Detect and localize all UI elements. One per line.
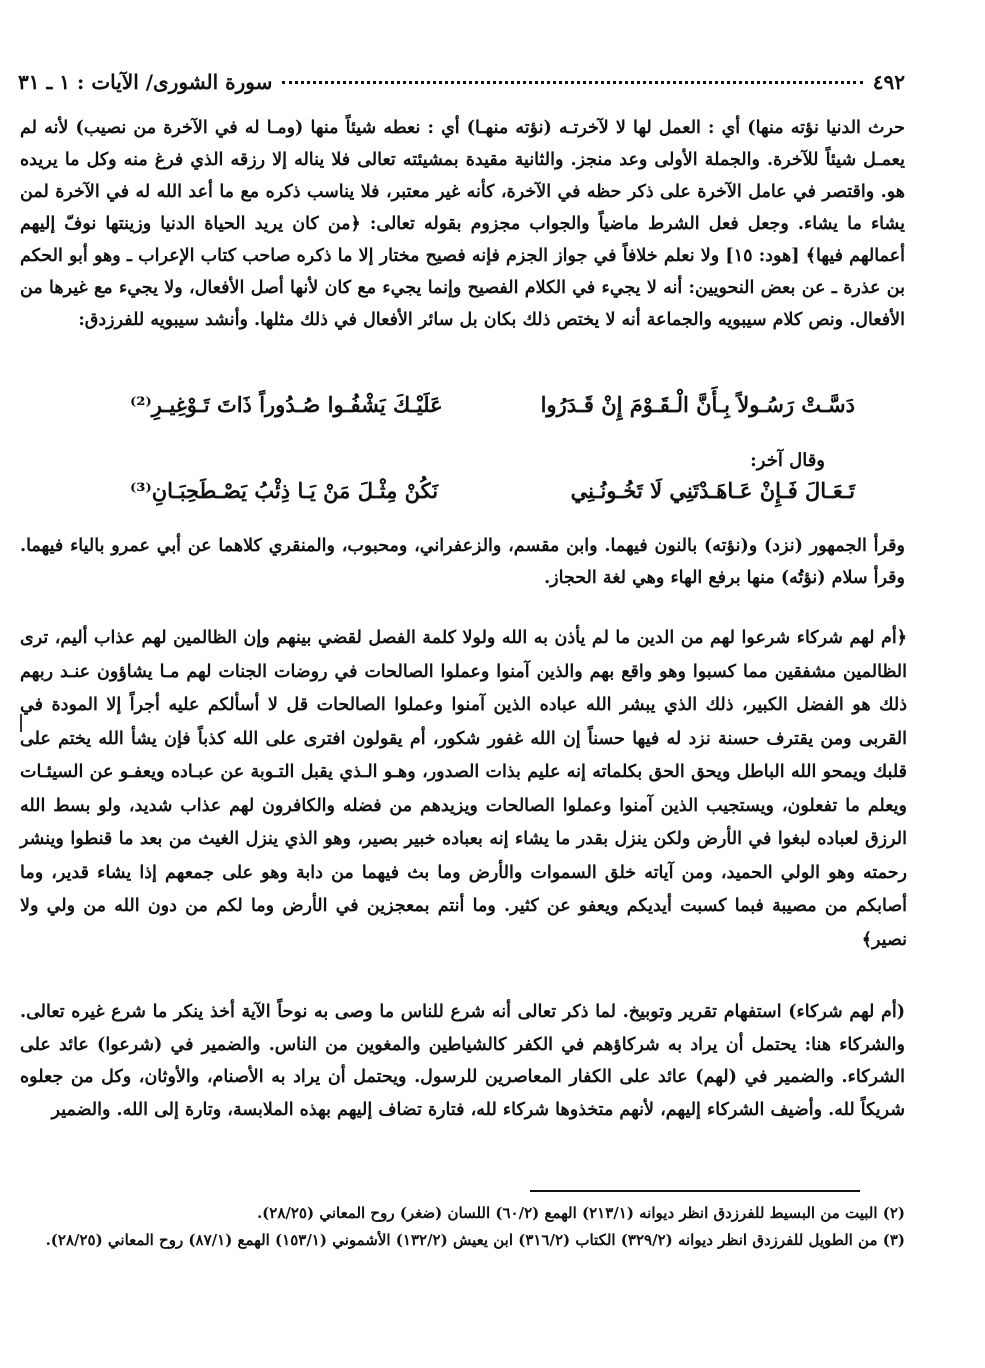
poetry-verse-2: [130, 478, 855, 503]
quran-verses-block: ﴿أم لهم شركاء شرعوا لهم من الدين ما لم يأذن به الله ولولا كلمة الفصل لقضي بينهم وإن الظالمين لهم عذاب أليم، ترى الظالمين مشفقين مما كسبوا وهو واقع بهم والذين آمنوا وعملوا الصالحات في روضات الجنات لهم مـا يشاؤون عنـد ربهم ذلك هو الفضل الكبير، ذلك الذي يبشر الله عباده الذين آمنوا وعملوا الصالحات قل لا أسألكم عليه أجراً إلا المودة في القربى ومن يقترف حسنة نزد له فيها حسناً إن الله غفور شكور، أم يقولون افترى على الله كذباً فإن يشأ الله يختم على قلبك ويمحو الله الباطل ويحق الحق بكلماته إنه عليم بذات الصدور، وهـو الـذي يقبل التـوبة عن عبـاده ويعفـو عن السيئـات ويعلم ما تفعلون، ويستجيب الذين آمنوا وعملوا الصالحات ويزيدهم من فضله والكافرون لهم عذاب شديد، ولو بسط الله الرزق لعباده لبغوا في الأرض ولكن ينزل بقدر ما يشاء إنه بعباده خبير بصير، وهو الذي ينزل الغيث من بعد ما قنطوا وينشر رحمته وهو الولي الحميد، ومن آياته خلق السموات والأرض وما بث فيهما من دابة وهو على جمعهم إذا يشاء قدير، وما أصابكم من مصيبة فبما كسبت أيديكم ويعفو عن كثير. وما أنتم بمعجزين في الأرض وما لكم من دون الله من ولي ولا نصير﴾: [20, 628, 907, 950]
footnote-separator: [530, 1190, 860, 1192]
readings-paragraph: وقرأ الجمهور (نزد) و(نؤته) بالنون فيهما. وابن مقسم، والزعفراني، ومحبوب، والمنقري كلاهما عن أبي عمرو بالياء فيهما. وقرأ سلام (نؤتُه) منها برفع الهاء وهي لغة الحجاز.: [20, 536, 905, 588]
verse-1-second-hemistich: عَلَيْـكَ يَشْفُـوا صُـدُوراً ذَاتَ تَـوْغِيـرِ⁽²⁾: [130, 392, 443, 417]
footnote-2: (٢) البيت من البسيط للفرزدق انظر ديوانه (٢١٣/١) الهمع (٦٠/٢) اللسان (ضغر) روح المعاني (٢٨/٢٥).: [256, 1204, 905, 1222]
verse-2-second-hemistich: نَكُنْ مِثْـلَ مَنْ يَـا ذِئْبُ يَصْـطَحِبَـانِ⁽³⁾: [130, 478, 439, 503]
commentary-paragraph-1: حرث الدنيا نؤته منها) أي : العمل لها لا لآخرتـه (نؤته منهـا) أي : نعطه شيئاً منها (ومـا له في الآخرة من نصيب) لأنه لم يعمـل شيئاً للآخرة. والجملة الأولى وعد منجز. والثانية مقيدة بمشيئته تعالى فلا يناله إلا رزقه الذي فرغ منه وكل ما يريده هو. واقتصر في عامل الآخرة على ذكر حظه في الآخرة، كأنه غير معتبر، فلا يناسب ذكره مع ما أعد الله له في الآخرة لمن يشاء ما يشاء. وجعل فعل الشرط ماضياً والجواب مجزوم بقوله تعالى: ﴿من كان يريد الحياة الدنيا وزينتها نوفّ إليهم أعمالهم فيها﴾ [هود: ١٥] ولا نعلم خلافاً في جواز الجزم فإنه فصيح مختار إلا ما ذكره صاحب كتاب الإعراب ـ وهو أبو الحكم بن عذرة ـ عن بعض النحويين: أنه لا يجيء في الكلام الفصيح وإنما يجيء مع كان لأنها أصل الأفعال، ولا يجيء مع غيرها من الأفعال. ونص كلام سيبويه والجماعة أنه لا يختص ذلك بكان بل سائر الأفعال في ذلك مثلها. وأنشد سيبويه للفرزدق:: [20, 118, 905, 330]
verse-1-first-hemistich: دَسَّـتْ رَسُـولاً بِـأَنَّ الْـقَـوْمَ إِنْ قَـدَرُوا: [540, 392, 855, 417]
page-header: [18, 62, 905, 102]
verse-2-first-hemistich: تَـعَـالَ فَـإِنْ عَـاهَـدْتَنِي لَا تَخُـونُـنِي: [570, 478, 855, 503]
margin-mark: [20, 714, 25, 732]
surah-title: سورة الشورى/ الآيات : ١ ـ ٣١: [18, 70, 273, 94]
footnotes: [20, 1200, 905, 1254]
said-another-label: وقال آخر:: [750, 450, 825, 471]
poetry-verse-1: [130, 392, 855, 417]
page-number: ٤٩٢: [872, 70, 905, 94]
header-dotted-leader: [282, 81, 862, 84]
footnote-3: (٣) من الطويل للفرزدق انظر ديوانه (٣٢٩/٢) الكتاب (٣١٦/٢) ابن يعيش (١٣٢/٢) الأشموني (١٥٣/١) الهمع (٨٧/١) روح المعاني (٢٨/٢٥).: [45, 1231, 905, 1249]
commentary-paragraph-2: (أم لهم شركاء) استفهام تقرير وتوبيخ. لما ذكر تعالى أنه شرع للناس ما وصى به نوحاً الآية أخذ ينكر ما شرع غيره تعالى. والشركاء هنا: يحتمل أن يراد به شركاؤهم في الكفر كالشياطين والمغوين من الناس. والضمير في (شرعوا) عائد على الشركاء. والضمير في (لهم) عائد على الكفار المعاصرين للرسول. ويحتمل أن يراد به الأصنام، والأوثان، وكل من جعلوه شريكاً لله. وأضيف الشركاء إليهم، لأنهم متخذوها شركاء لله، فتارة تضاف إليهم بهذه الملابسة، وتارة إلى الله. والضمير: [20, 1002, 905, 1120]
